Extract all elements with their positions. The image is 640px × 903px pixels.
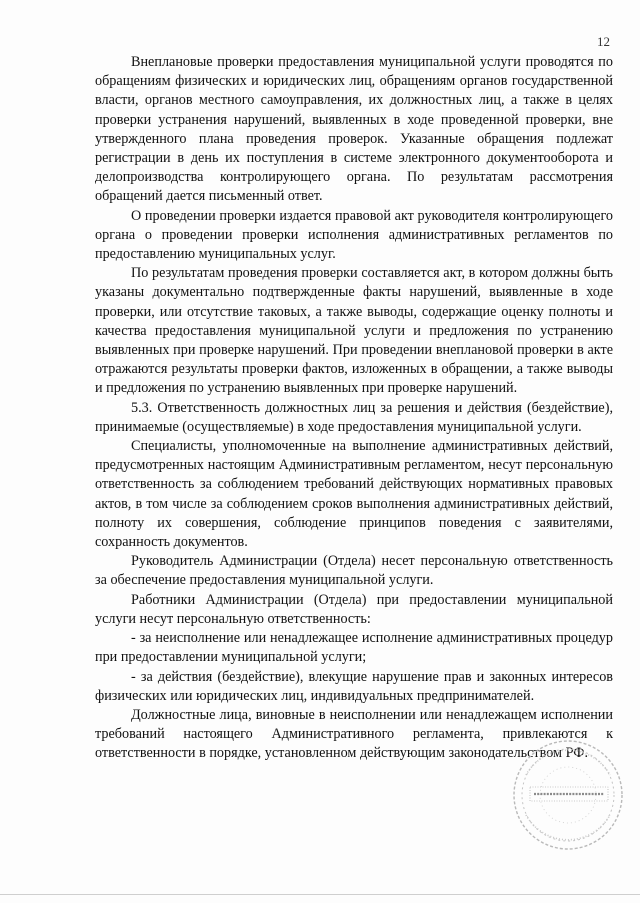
list-item-procedures: - за неисполнение или ненадлежащее исполнение административных процедур при предоставлении муниципальной услуги; bbox=[95, 630, 613, 666]
paragraph-inspection-act: О проведении проверки издается правовой акт руководителя контролирующего органа о проведении проверки исполнения административных регламентов по предоставлению муниципальных услуг. bbox=[95, 207, 613, 263]
paragraph-unscheduled-inspections: Внеплановые проверки предоставления муниципальной услуги проводятся по обращениям физических и юридических лиц, обращениям органов государственной власти, органов местного самоуправления, их должностных лиц, а также в целях проверки устранения нарушений, выявленных в ходе проведенной проверки, вне утвержденного плана проведения проверок. Указанные обращения подлежат регистрации в день их поступления в системе электронного документооборота и делопроизводства контролирующего органа. По результатам рассмотрения обращений дается письменный ответ. bbox=[95, 54, 613, 205]
paragraph-officials-liability: Должностные лица, виновные в неисполнении или ненадлежащем исполнении требований настоящего Административного регламента, привлекаются к ответственности в порядке, установленном действующим законодательством РФ. bbox=[95, 706, 613, 762]
paragraph-employees-responsibility: Работники Администрации (Отдела) при предоставлении муниципальной услуги несут персональную ответственность: bbox=[95, 591, 613, 627]
paragraph-specialists-responsibility: Специалисты, уполномоченные на выполнение административных действий, предусмотренных настоящим Административным регламентом, несут персональную ответственность за соблюдением требований действующих нормативных правовых актов, в том числе за соблюдением сроков выполнения административных действий, полноту их совершения, соблюдение принципов поведения с заявителями, сохранность документов. bbox=[95, 438, 613, 551]
official-seal-icon bbox=[508, 735, 628, 855]
section-heading-5-3: 5.3. Ответственность должностных лиц за решения и действия (бездействие), принимаемые (осуществляемые) в ходе предоставления муниципальной услуги. bbox=[95, 399, 613, 435]
paragraph-inspection-results: По результатам проведения проверки составляется акт, в котором должны быть указаны документально подтвержденные факты нарушений, выявленные в ходе проверки, или отсутствие таковых, а также выводы, содержащие оценку полноты и качества предоставления муниципальной услуги и предложения по устранению выявленных при проверке нарушений. При проведении внеплановой проверки в акте отражаются результаты проверки фактов, изложенных в обращении, а также выводы и предложения по устранению выявленных при проверке нарушений. bbox=[95, 265, 613, 397]
document-body bbox=[95, 53, 613, 764]
list-item-actions: - за действия (бездействие), влекущие нарушение прав и законных интересов физических или юридических лиц, индивидуальных предпринимателей. bbox=[95, 668, 613, 704]
page-bottom-edge bbox=[0, 894, 640, 895]
paragraph-head-responsibility: Руководитель Администрации (Отдела) несет персональную ответственность за обеспечение предоставления муниципальной услуги. bbox=[95, 553, 613, 589]
page-number: 12 bbox=[597, 34, 610, 49]
